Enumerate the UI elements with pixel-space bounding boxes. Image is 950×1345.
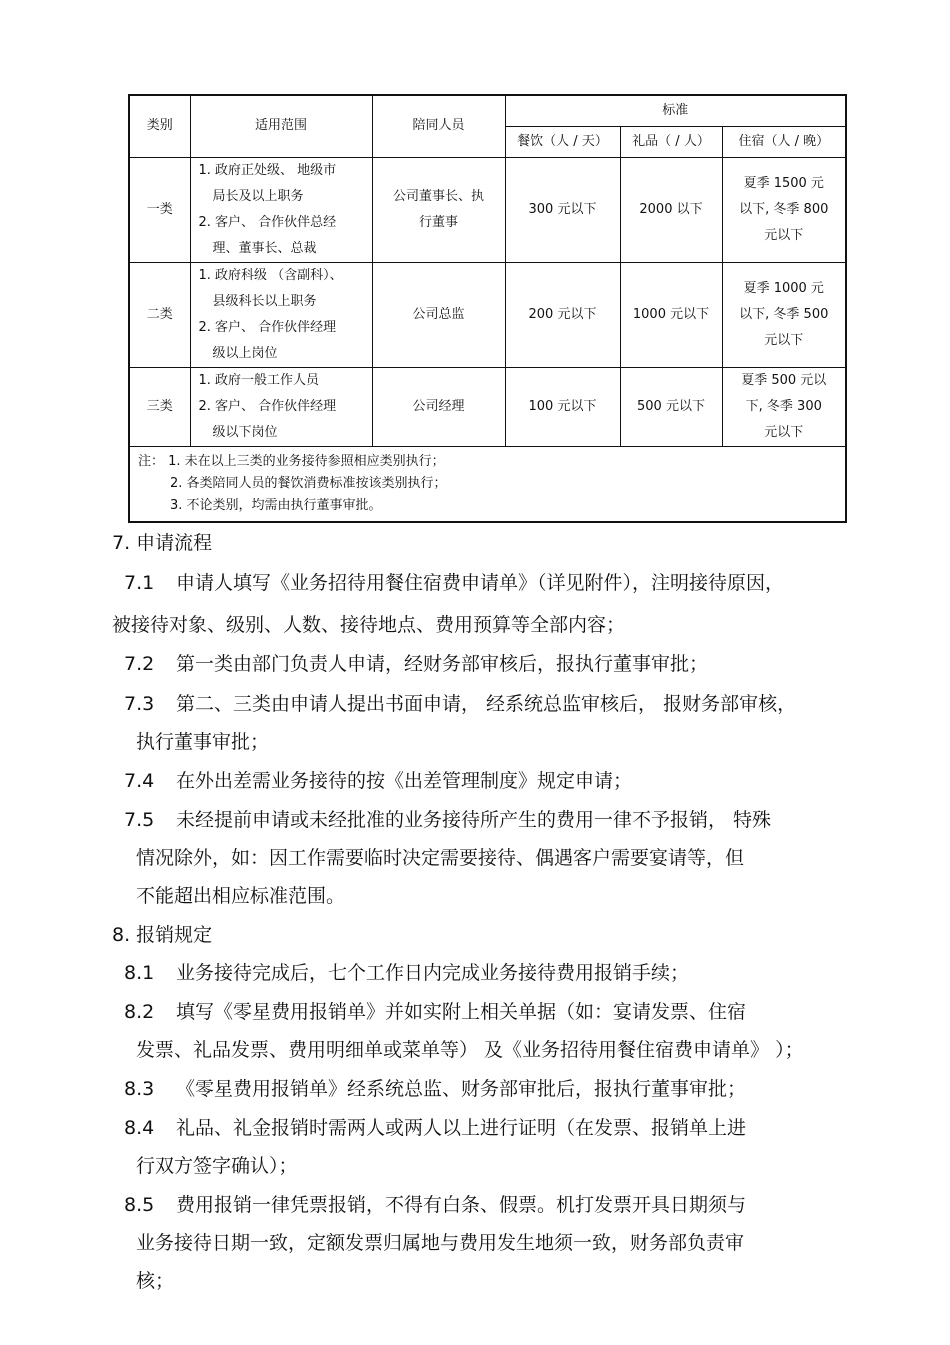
dining-cell: 300 元以下 [505, 157, 620, 262]
table-notes: 注： 1. 未在以上三类的业务接待参照相应类别执行； 2. 各类陪同人员的餐饮消费标准按该类别执行； 3. 不论类别，均需由执行董事审批。 [129, 446, 846, 522]
category-cell: 二类 [129, 262, 190, 367]
clause-8-5: 8.5 费用报销一律凭票报销，不得有白条、假票。机打发票开具日期须与 [124, 1194, 747, 1216]
lodging-cell: 夏季 1000 元 以下, 冬季 500 元以下 [722, 262, 846, 367]
dining-cell: 100 元以下 [505, 367, 620, 446]
header-companion: 陪同人员 [372, 95, 505, 157]
clause-7-3: 7.3 第二、三类由申请人提出书面申请， 经系统总监审核后， 报财务部审核， [124, 693, 797, 715]
table-row [129, 367, 846, 446]
clause-7-2: 7.2 第一类由部门负责人申请，经财务部审核后，报执行董事审批； [124, 653, 709, 675]
clause-8-4-cont: 行双方签字确认）； [136, 1155, 298, 1177]
dining-cell: 200 元以下 [505, 262, 620, 367]
clause-8-2-cont: 发票、礼品发票、费用明细单或菜单等） 及《业务招待用餐住宿费申请单》 ）； [136, 1039, 804, 1061]
category-cell: 三类 [129, 367, 190, 446]
clause-7-4: 7.4 在外出差需业务接待的按《出差管理制度》规定申请； [124, 770, 633, 792]
companion-cell: 公司总监 [372, 262, 505, 367]
clause-7-5-cont1: 情况除外，如：因工作需要临时决定需要接待、偶遇客户需要宴请等，但 [136, 847, 745, 869]
clause-7-5-cont2: 不能超出相应标准范围。 [136, 885, 346, 907]
header-dining: 餐饮（人 / 天） [505, 126, 620, 157]
clause-8-3: 8.3 《零星费用报销单》经系统总监、财务部审批后，报执行董事审批； [124, 1078, 747, 1100]
header-lodging: 住宿（人 / 晚） [722, 126, 846, 157]
header-scope: 适用范围 [190, 95, 372, 157]
header-category: 类别 [129, 95, 190, 157]
lodging-cell: 夏季 1500 元 以下, 冬季 800 元以下 [722, 157, 846, 262]
clause-8-1: 8.1 业务接待完成后，七个工作日内完成业务接待费用报销手续； [124, 962, 690, 984]
section-7-title: 7. 申请流程 [112, 532, 213, 554]
companion-cell: 公司经理 [372, 367, 505, 446]
table-row [129, 262, 846, 367]
clause-8-4: 8.4 礼品、礼金报销时需两人或两人以上进行证明（在发票、报销单上进 [124, 1117, 747, 1139]
header-gift: 礼品（ / 人） [620, 126, 722, 157]
gift-cell: 500 元以下 [620, 367, 722, 446]
clause-8-2: 8.2 填写《零星费用报销单》并如实附上相关单据（如：宴请发票、住宿 [124, 1001, 747, 1023]
clause-7-3-cont: 执行董事审批； [136, 731, 270, 753]
companion-cell: 公司董事长、执 行董事 [372, 157, 505, 262]
gift-cell: 2000 以下 [620, 157, 722, 262]
table-row [129, 157, 846, 262]
scope-cell: 1. 政府一般工作人员 2. 客户、 合作伙伴经理 级以下岗位 [190, 367, 372, 446]
clause-8-5-cont2: 核； [136, 1270, 175, 1292]
scope-cell: 1. 政府正处级、 地级市 局长及以上职务 2. 客户、 合作伙伴总经 理、董事长、总裁 [190, 157, 372, 262]
section-8-title: 8. 报销规定 [112, 924, 213, 946]
scope-cell: 1. 政府科级 （含副科）、 县级科长以上职务 2. 客户、 合作伙伴经理 级以上岗位 [190, 262, 372, 367]
lodging-cell: 夏季 500 元以 下, 冬季 300 元以下 [722, 367, 846, 446]
header-standard: 标准 [505, 95, 846, 126]
gift-cell: 1000 元以下 [620, 262, 722, 367]
clause-7-1-cont: 被接待对象、级别、人数、接待地点、费用预算等全部内容； [112, 614, 626, 636]
entertainment-standard-table [128, 94, 847, 523]
clause-7-1: 7.1 申请人填写《业务招待用餐住宿费申请单》（详见附件），注明接待原因， [124, 572, 785, 594]
category-cell: 一类 [129, 157, 190, 262]
clause-8-5-cont1: 业务接待日期一致，定额发票归属地与费用发生地须一致，财务部负责审 [136, 1232, 745, 1254]
clause-7-5: 7.5 未经提前申请或未经批准的业务接待所产生的费用一律不予报销， 特殊 [124, 809, 772, 831]
